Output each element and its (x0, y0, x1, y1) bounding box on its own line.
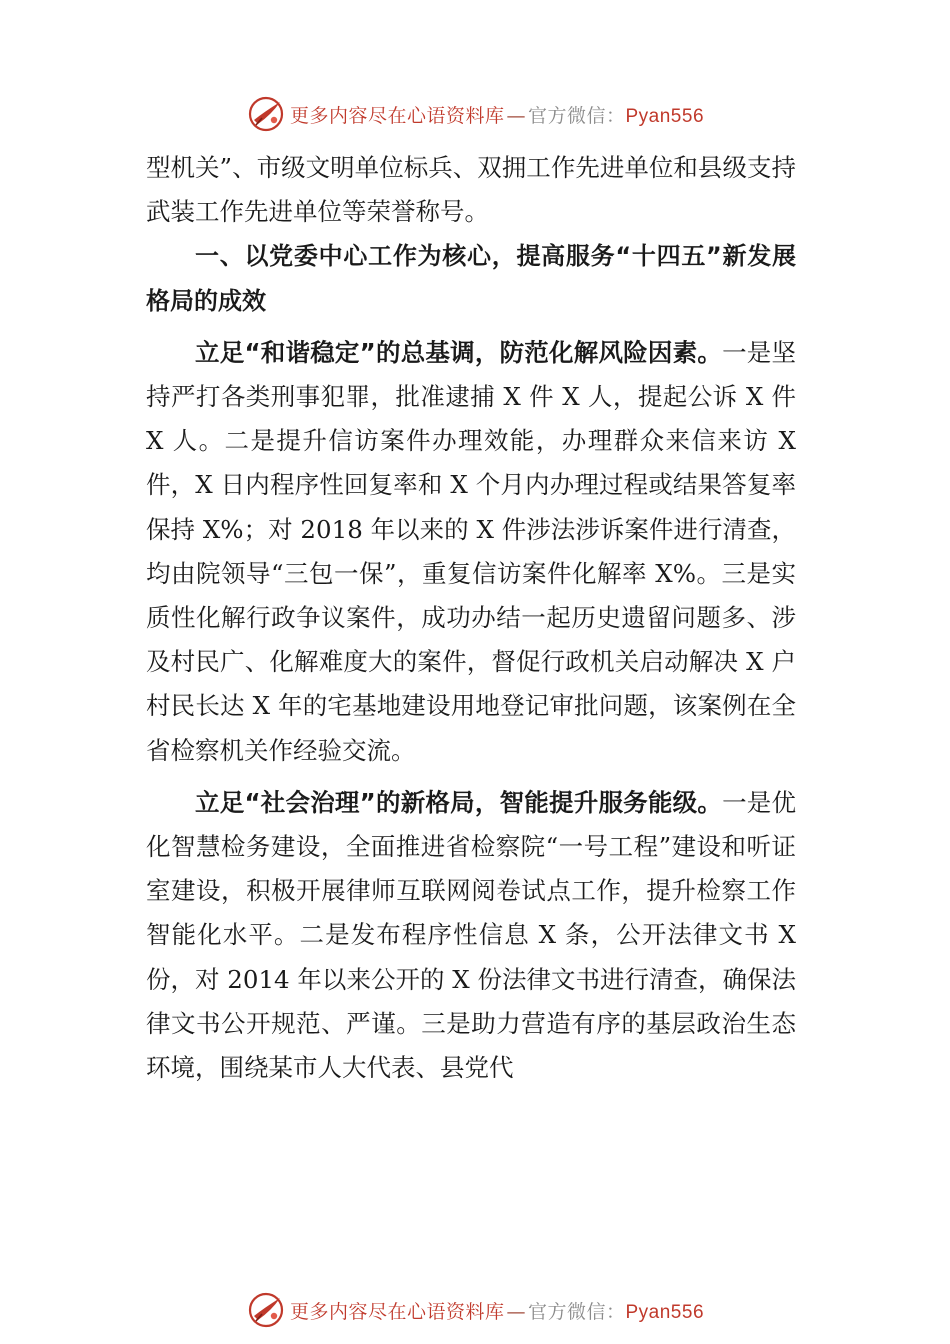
header-watermark-banner (0, 94, 950, 134)
quill-pen-logo-icon (246, 94, 286, 134)
watermark-separator: — (506, 1300, 526, 1323)
watermark-wechat-label: 官方微信： (527, 1300, 626, 1323)
paragraph-1 (146, 331, 796, 773)
paragraph-1-body: 一是坚持严打各类刑事犯罪，批准逮捕 X 件 X 人，提起公诉 X 件 X 人。二是提升信访案件办理效能，办理群众来信来访 X 件，X 日内程序性回复率和 X 个月内办理过程或结果答复率保持 X%；对 2018 年以来的 X 件涉法涉诉案件进行清查，均由院领导“三包一保”，重复信访案件化解率 X%。三是实质性化解行政争议案件，成功办结一起历史遗留问题多、涉及村民广、化解难度大的案件，督促行政机关启动解决 X 户村民长达 X 年的宅基地建设用地登记审批问题，该案例在全省检察机关作经验交流。 (146, 337, 797, 765)
paragraph-2 (146, 781, 796, 1090)
paragraph-2-body: 一是优化智慧检务建设，全面推进省检察院“一号工程”建设和听证室建设，积极开展律师互联网阅卷试点工作，提升检察工作智能化水平。二是发布程序性信息 X 条，公开法律文书 X 份，对 2014 年以来公开的 X 份法律文书进行清查，确保法律文书公开规范、严谨。三是助力营造有序的基层政治生态环境，围绕某市人大代表、县党代 (146, 787, 797, 1083)
watermark-separator: — (506, 104, 526, 127)
footer-watermark-banner (0, 1290, 950, 1330)
paragraph-2-lead: 立足“社会治理”的新格局，智能提升服务能级。 (195, 787, 723, 817)
paragraph-1-lead: 立足“和谐稳定”的总基调，防范化解风险因素。 (195, 337, 723, 367)
section-heading: 一、以党委中心工作为核心，提高服务“十四五”新发展格局的成效 (146, 242, 796, 315)
watermark-text (290, 101, 704, 128)
watermark-wechat-id: Pyan556 (625, 1301, 705, 1323)
watermark-wechat-id: Pyan556 (625, 105, 705, 127)
watermark-wechat-label: 官方微信： (527, 104, 626, 127)
watermark-site-text: 更多内容尽在心语资料库 (289, 104, 505, 127)
watermark-text (290, 1297, 704, 1324)
quill-pen-logo-icon (246, 1290, 286, 1330)
document-body (146, 146, 796, 1090)
intro-paragraph: 型机关”、市级文明单位标兵、双拥工作先进单位和县级支持武装工作先进单位等荣誉称号。 (146, 153, 796, 227)
watermark-site-text: 更多内容尽在心语资料库 (289, 1300, 505, 1323)
